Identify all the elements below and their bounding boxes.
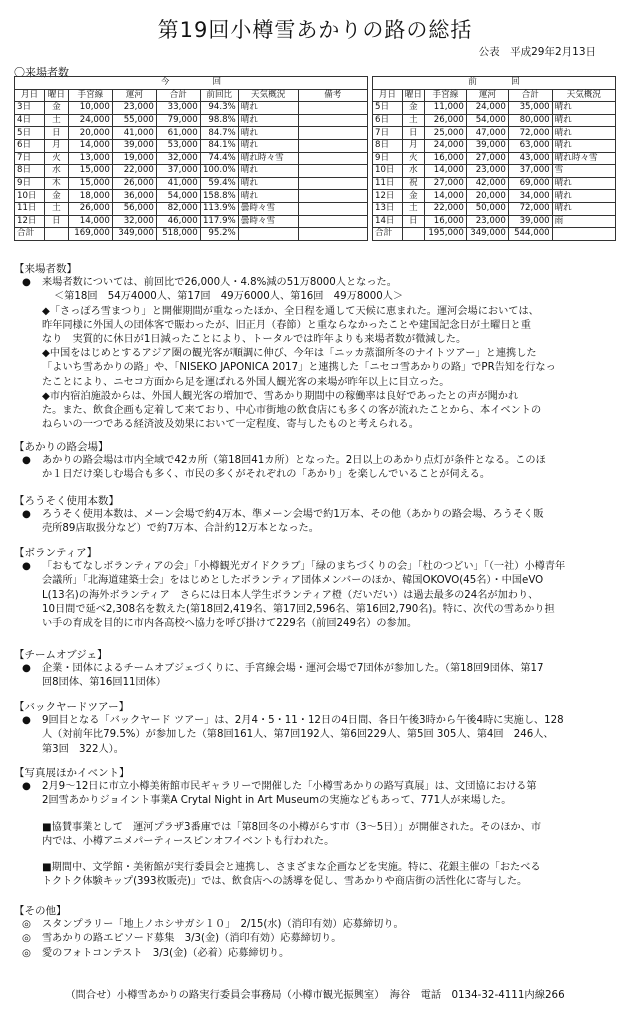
table-cell: 11日 [15, 202, 45, 215]
table-cell: 日 [402, 215, 424, 228]
table-cell: 13日 [373, 202, 403, 215]
table-cell: 24,000 [68, 114, 112, 127]
table-cell: 14,000 [68, 215, 112, 228]
table-cell: 合計 [373, 228, 403, 241]
table-cell: 20,000 [68, 127, 112, 140]
table-cell: 544,000 [508, 228, 552, 241]
section-heading: 【あかりの路会場】 [14, 441, 109, 453]
table-cell: 23,000 [112, 102, 156, 115]
table-cell: 晴れ [552, 102, 615, 115]
table-cell [402, 228, 424, 241]
table-cell: 79,000 [156, 114, 200, 127]
section-volunteers [14, 546, 618, 631]
table-cell: 63,000 [508, 139, 552, 152]
paragraph: 回8団体、第16回11団体） [42, 677, 167, 689]
table-cell: 26,000 [424, 114, 466, 127]
current-label: 今 回 [15, 77, 368, 90]
table-cell: 12日 [15, 215, 45, 228]
table-header-row [373, 89, 616, 102]
table-cell: 69,000 [508, 177, 552, 190]
table-cell [238, 228, 298, 241]
table-cell: 23,000 [466, 215, 508, 228]
paragraph: か１日だけ楽しむ場合も多く、市民の多くがそれぞれの「あかり」を楽しんでいることが伺える。 [42, 469, 491, 481]
table-cell: 37,000 [508, 165, 552, 178]
table-cell: 晴れ [552, 114, 615, 127]
table-cell: 金 [44, 190, 68, 203]
double-circle-icon: ◎ [22, 933, 31, 945]
table-cell: 22,000 [424, 202, 466, 215]
paragraph: 昨年同様に外国人の団体客で賑わったが、旧正月（春節）と重ならなかったことや建国記念日が土曜日と重 [42, 319, 531, 331]
double-circle-icon: ◎ [22, 919, 31, 931]
table-cell: 雨 [552, 215, 615, 228]
table-cell: 98.8% [200, 114, 238, 127]
paragraph: 9回目となる「バックヤード ツアー」は、2月4・5・11・12日の4日間、各日午後3時から午後4時に実施し、128 [42, 715, 564, 727]
table-header-row [15, 89, 368, 102]
column-header: 月日 [15, 89, 45, 102]
paragraph: なり 実質的に休日が1日減ったことにより、トータルでは昨年よりも来場者数が微減した。 [42, 334, 467, 346]
published-date: 公表 平成29年2月13日 [478, 46, 596, 58]
column-header: 月日 [373, 89, 403, 102]
table-cell: 3日 [15, 102, 45, 115]
table-cell: 18,000 [68, 190, 112, 203]
table-cell: 土 [402, 114, 424, 127]
section-heading: 【写真展ほかイベント】 [14, 767, 130, 779]
table-cell: 80,000 [508, 114, 552, 127]
table-row [373, 139, 616, 152]
table-cell [298, 190, 367, 203]
table-cell [298, 202, 367, 215]
table-cell: 7日 [15, 152, 45, 165]
table-row [373, 177, 616, 190]
table-cell [298, 215, 367, 228]
table-cell: 37,000 [156, 165, 200, 178]
table-cell: 日 [44, 127, 68, 140]
table-cell: 24,000 [424, 139, 466, 152]
previous-label: 前 回 [373, 77, 616, 90]
table-cell: 火 [44, 152, 68, 165]
table-cell: 55,000 [112, 114, 156, 127]
table-cell [298, 165, 367, 178]
paragraph: ねらいの一つである経済波及効果において一定程度、寄与したものと考えられる。 [42, 419, 419, 431]
table-cell: 74.4% [200, 152, 238, 165]
table-cell: 195,000 [424, 228, 466, 241]
table-cell [298, 102, 367, 115]
table-cell: 11,000 [424, 102, 466, 115]
table-row [15, 127, 368, 140]
table-cell: 39,000 [508, 215, 552, 228]
bullet-icon: ● [22, 509, 31, 521]
paragraph: ◆中国をはじめとするアジア圏の観光客が順調に伸び、今年は「ニッカ蒸溜所冬のナイトツアー」と連携した [42, 348, 537, 360]
table-cell: 晴れ [552, 177, 615, 190]
current-attendance-table [14, 76, 368, 241]
paragraph: ろうそく使用本数は、メーン会場で約4万本、準メーン会場で約1万本、その他（あかりの路会場、ろうそく販 [42, 509, 544, 521]
table-cell: 72,000 [508, 127, 552, 140]
table-cell: 晴れ [552, 127, 615, 140]
paragraph: ■期間中、文学館・美術館が実行委員会と連携し、さまざまな企画などを実施。特に、花銀主催の「おたべる [42, 862, 541, 874]
table-row [373, 165, 616, 178]
section-candles [14, 494, 618, 537]
table-cell: 8日 [373, 139, 403, 152]
column-header: 前回比 [200, 89, 238, 102]
table-cell: 518,000 [156, 228, 200, 241]
column-header: 手宮線 [424, 89, 466, 102]
table-cell: 14,000 [68, 139, 112, 152]
bullet-icon: ● [22, 781, 31, 793]
paragraph: たことにより、ニセコ方面から足を運ばれる外国人観光客の来場が昨年以上に目立った。 [42, 376, 450, 388]
bullet-icon: ● [22, 715, 31, 727]
table-cell: 94.3% [200, 102, 238, 115]
table-cell: 169,000 [68, 228, 112, 241]
table-cell: 12日 [373, 190, 403, 203]
table-cell: 10日 [373, 165, 403, 178]
paragraph: ◆「さっぽろ雪まつり」と開催期間が重なったほか、全日程を通して天候に恵まれた。運河会場においては、 [42, 305, 539, 317]
table-cell: 9日 [373, 152, 403, 165]
table-cell: 33,000 [156, 102, 200, 115]
table-cell: 木 [44, 177, 68, 190]
section-photo-exhibition [14, 766, 618, 889]
table-cell: 晴れ時々雪 [238, 152, 298, 165]
table-cell: 6日 [15, 139, 45, 152]
table-cell: 晴れ [238, 139, 298, 152]
table-cell: 53,000 [156, 139, 200, 152]
paragraph: 会議所」「北海道建築士会」をはじめとしたボランティア団体メンバーのほか、韓国OKOVO(45名）・中国eVO [42, 575, 544, 587]
section-heading: 【ろうそく使用本数】 [14, 495, 119, 507]
table-cell: 27,000 [424, 177, 466, 190]
document-title: 第19回小樽雪あかりの路の総括 [157, 18, 473, 42]
table-cell: 54,000 [156, 190, 200, 203]
table-cell: 72,000 [508, 202, 552, 215]
list-item: 愛のフォトコンテスト 3/3(金)（必着）応募締切り。 [42, 947, 290, 959]
table-cell: 117.9% [200, 215, 238, 228]
table-cell: 水 [44, 165, 68, 178]
table-cell: 5日 [373, 102, 403, 115]
table-cell: 日 [44, 215, 68, 228]
table-cell: 22,000 [112, 165, 156, 178]
list-item: 雪あかりの路エピソード募集 3/3(金)（消印有効）応募締切り。 [42, 933, 342, 945]
table-row [373, 215, 616, 228]
table-cell: 35,000 [508, 102, 552, 115]
table-cell: 26,000 [112, 177, 156, 190]
table-cell: 39,000 [112, 139, 156, 152]
table-cell: 9日 [15, 177, 45, 190]
table-row [373, 190, 616, 203]
table-cell: 晴れ [238, 114, 298, 127]
table-cell: 82,000 [156, 202, 200, 215]
column-header: 曜日 [402, 89, 424, 102]
table-cell: 水 [402, 165, 424, 178]
table-cell: 39,000 [466, 139, 508, 152]
table-cell: 47,000 [466, 127, 508, 140]
paragraph: 2月9～12日に市立小樽美術館市民ギャラリーで開催した「小樽雪あかりの路写真展」は、文団協における第 [42, 781, 537, 793]
table-row [15, 177, 368, 190]
table-cell: 42,000 [466, 177, 508, 190]
table-cell: 10日 [15, 190, 45, 203]
table-cell: 月 [44, 139, 68, 152]
table-cell: 火 [402, 152, 424, 165]
column-header: 運河 [112, 89, 156, 102]
table-cell: 曇時々雪 [238, 215, 298, 228]
table-cell: 晴れ時々雪 [552, 152, 615, 165]
total-row [15, 228, 368, 241]
section-venues [14, 440, 618, 483]
table-row [15, 215, 368, 228]
table-row [15, 102, 368, 115]
table-cell: 6日 [373, 114, 403, 127]
column-header: 備考 [298, 89, 367, 102]
table-cell: 金 [402, 190, 424, 203]
table-cell: 158.8% [200, 190, 238, 203]
total-row [373, 228, 616, 241]
table-cell: 晴れ [238, 190, 298, 203]
section-other [14, 904, 618, 961]
table-cell: 13,000 [68, 152, 112, 165]
column-header: 天気概況 [238, 89, 298, 102]
section-heading: 【その他】 [14, 905, 67, 917]
paragraph: い手の育成を目的に市内各高校へ協力を呼び掛けて229名（前回249名）の参加。 [42, 618, 418, 630]
paragraph: 第3回 322人）。 [42, 743, 124, 755]
table-cell: 16,000 [424, 215, 466, 228]
column-header: 曜日 [44, 89, 68, 102]
section-heading: 【バックヤードツアー】 [14, 701, 130, 713]
table-cell: 7日 [373, 127, 403, 140]
table-cell [44, 228, 68, 241]
paragraph: ＜第18回 54万4000人、第17回 49万6000人、第16回 49万8000人＞ [54, 291, 404, 303]
table-cell: 41,000 [112, 127, 156, 140]
table-cell: 113.9% [200, 202, 238, 215]
table-cell: 土 [44, 202, 68, 215]
table-cell: 晴れ [238, 127, 298, 140]
table-cell: 4日 [15, 114, 45, 127]
paragraph: 「おもてなしボランティアの会」「小樽観光ガイドクラブ」「緑のまちづくりの会」「杜のつどい」「（一社）小樽青年 [42, 561, 566, 573]
table-cell: 56,000 [112, 202, 156, 215]
column-header: 合計 [508, 89, 552, 102]
double-circle-icon: ◎ [22, 947, 31, 959]
table-cell: 34,000 [508, 190, 552, 203]
paragraph: た。また、飲食企画も定着して来ており、中心市街地の飲食店にも多くの客が流れたことから、本イベントの [42, 405, 542, 417]
paragraph: L(13名)の海外ボランティア さらには日本人学生ボランティア橙（だいだい）は過去最多の24名が加わり、 [42, 589, 539, 601]
table-cell: 14,000 [424, 190, 466, 203]
table-cell [298, 228, 367, 241]
paragraph: トクトク体験キップ(393枚販売)」では、飲食店への誘導を促し、雪あかりや商店街の活性化に寄与した。 [42, 876, 528, 888]
table-cell: 晴れ [552, 190, 615, 203]
section-heading: 【チームオブジェ】 [14, 649, 108, 661]
column-header: 合計 [156, 89, 200, 102]
paragraph: 来場者数については、前回比で26,000人・4.8%減の51万8000人となった。 [42, 277, 397, 289]
section-backyard-tour [14, 700, 618, 757]
paragraph: 企業・団体によるチームオブジェづくりに、手宮線会場・運河会場で7団体が参加した。（第18回9団体、第17 [42, 663, 544, 675]
table-cell: 59.4% [200, 177, 238, 190]
table-row [373, 202, 616, 215]
table-cell: 61,000 [156, 127, 200, 140]
contact-info: （問合せ）小樽雪あかりの路実行委員会事務局（小樽市観光振興室） 海谷 電話 0134-32-4111内線266 [65, 989, 565, 1001]
table-row [373, 152, 616, 165]
table-cell: 32,000 [156, 152, 200, 165]
table-cell: 月 [402, 139, 424, 152]
paragraph: 2回雪あかりジョイント事業A Crytal Night in Art Museumの実施などもあって、771人が来場した。 [42, 795, 512, 807]
table-cell: 日 [402, 127, 424, 140]
bullet-icon: ● [22, 663, 31, 675]
table-cell [298, 152, 367, 165]
table-cell: 晴れ [552, 139, 615, 152]
attendance-heading: 〇来場者数 [14, 66, 69, 79]
table-cell [298, 114, 367, 127]
table-cell: 晴れ [238, 177, 298, 190]
table-cell: 金 [44, 102, 68, 115]
paragraph: 売所89店取扱分など）で約7万本、合計約12万本となった。 [42, 523, 319, 535]
table-cell: 15,000 [68, 165, 112, 178]
table-cell: 雪 [552, 165, 615, 178]
paragraph: 内では、小樽アニメパーティースピンオフイベントも行われた。 [42, 835, 335, 847]
table-cell: 19,000 [112, 152, 156, 165]
table-cell: 36,000 [112, 190, 156, 203]
table-cell: 349,000 [112, 228, 156, 241]
list-item: スタンプラリー「地上ノホシサガシ１０」 2/15(水)（消印有効）応募締切り。 [42, 919, 404, 931]
table-row [15, 165, 368, 178]
table-row [15, 202, 368, 215]
table-row [373, 114, 616, 127]
paragraph: ■協賛事業として 運河プラザ3番庫では「第8回冬の小樽がらす市（3～5日）」が開催された。そのほか、市 [42, 821, 542, 833]
bullet-icon: ● [22, 455, 31, 467]
bullet-icon: ● [22, 277, 31, 289]
table-cell [298, 139, 367, 152]
table-cell: 5日 [15, 127, 45, 140]
table-cell: 10,000 [68, 102, 112, 115]
table-row [15, 190, 368, 203]
table-cell: 25,000 [424, 127, 466, 140]
table-cell [298, 177, 367, 190]
paragraph: あかりの路会場は市内全域で42カ所（第18回41カ所）となった。2日以上のあかり点灯が条件となる。このほ [42, 455, 546, 467]
table-cell: 14,000 [424, 165, 466, 178]
table-cell: 土 [44, 114, 68, 127]
column-header: 天気概況 [552, 89, 615, 102]
table-cell: 祝 [402, 177, 424, 190]
table-cell: 41,000 [156, 177, 200, 190]
table-cell: 95.2% [200, 228, 238, 241]
table-cell: 27,000 [466, 152, 508, 165]
table-row [15, 152, 368, 165]
table-cell: 14日 [373, 215, 403, 228]
section-heading: 【来場者数】 [14, 263, 77, 275]
table-cell: 11日 [373, 177, 403, 190]
table-row [373, 102, 616, 115]
table-cell: 100.0% [200, 165, 238, 178]
table-cell: 349,000 [466, 228, 508, 241]
previous-attendance-table [372, 76, 616, 241]
table-row [15, 139, 368, 152]
section-attendance [14, 262, 618, 432]
table-cell: 54,000 [466, 114, 508, 127]
table-cell: 晴れ [552, 202, 615, 215]
table-cell: 晴れ [238, 102, 298, 115]
table-cell: 84.7% [200, 127, 238, 140]
table-cell: 46,000 [156, 215, 200, 228]
table-cell: 15,000 [68, 177, 112, 190]
table-cell [298, 127, 367, 140]
column-header: 運河 [466, 89, 508, 102]
table-cell: 50,000 [466, 202, 508, 215]
bullet-icon: ● [22, 561, 31, 573]
paragraph: 10日間で延べ2,308名を数えた(第18回2,419名、第17回2,596名、第16回2,790名)。特に、次代の雪あかり担 [42, 603, 555, 615]
table-cell: 土 [402, 202, 424, 215]
paragraph: 「よいち雪あかりの路」や、「NISEKO JAPONICA 2017」と連携した「ニセコ雪あかりの路」でPR告知を行なっ [42, 362, 556, 374]
table-cell [552, 228, 615, 241]
table-cell: 32,000 [112, 215, 156, 228]
table-cell: 16,000 [424, 152, 466, 165]
paragraph: 人（対前年比79.5%）が参加した（第8回161人、第7回192人、第6回229人、第5回 305人、第4回 246人、 [42, 729, 554, 741]
table-cell: 24,000 [466, 102, 508, 115]
paragraph: ◆市内宿泊施設からは、外国人観光客の増加で、雪あかり期間中の稼働率は良好であったとの声が聞かれ [42, 390, 519, 402]
table-cell: 20,000 [466, 190, 508, 203]
table-row [15, 114, 368, 127]
table-cell: 晴れ [238, 165, 298, 178]
table-cell: 26,000 [68, 202, 112, 215]
table-cell: 43,000 [508, 152, 552, 165]
table-cell: 84.1% [200, 139, 238, 152]
table-cell: 曇時々雪 [238, 202, 298, 215]
table-row [373, 127, 616, 140]
table-cell: 合計 [15, 228, 45, 241]
section-team-objects [14, 648, 618, 691]
table-cell: 23,000 [466, 165, 508, 178]
section-heading: 【ボランティア】 [14, 547, 98, 559]
table-cell: 8日 [15, 165, 45, 178]
table-cell: 金 [402, 102, 424, 115]
column-header: 手宮線 [68, 89, 112, 102]
